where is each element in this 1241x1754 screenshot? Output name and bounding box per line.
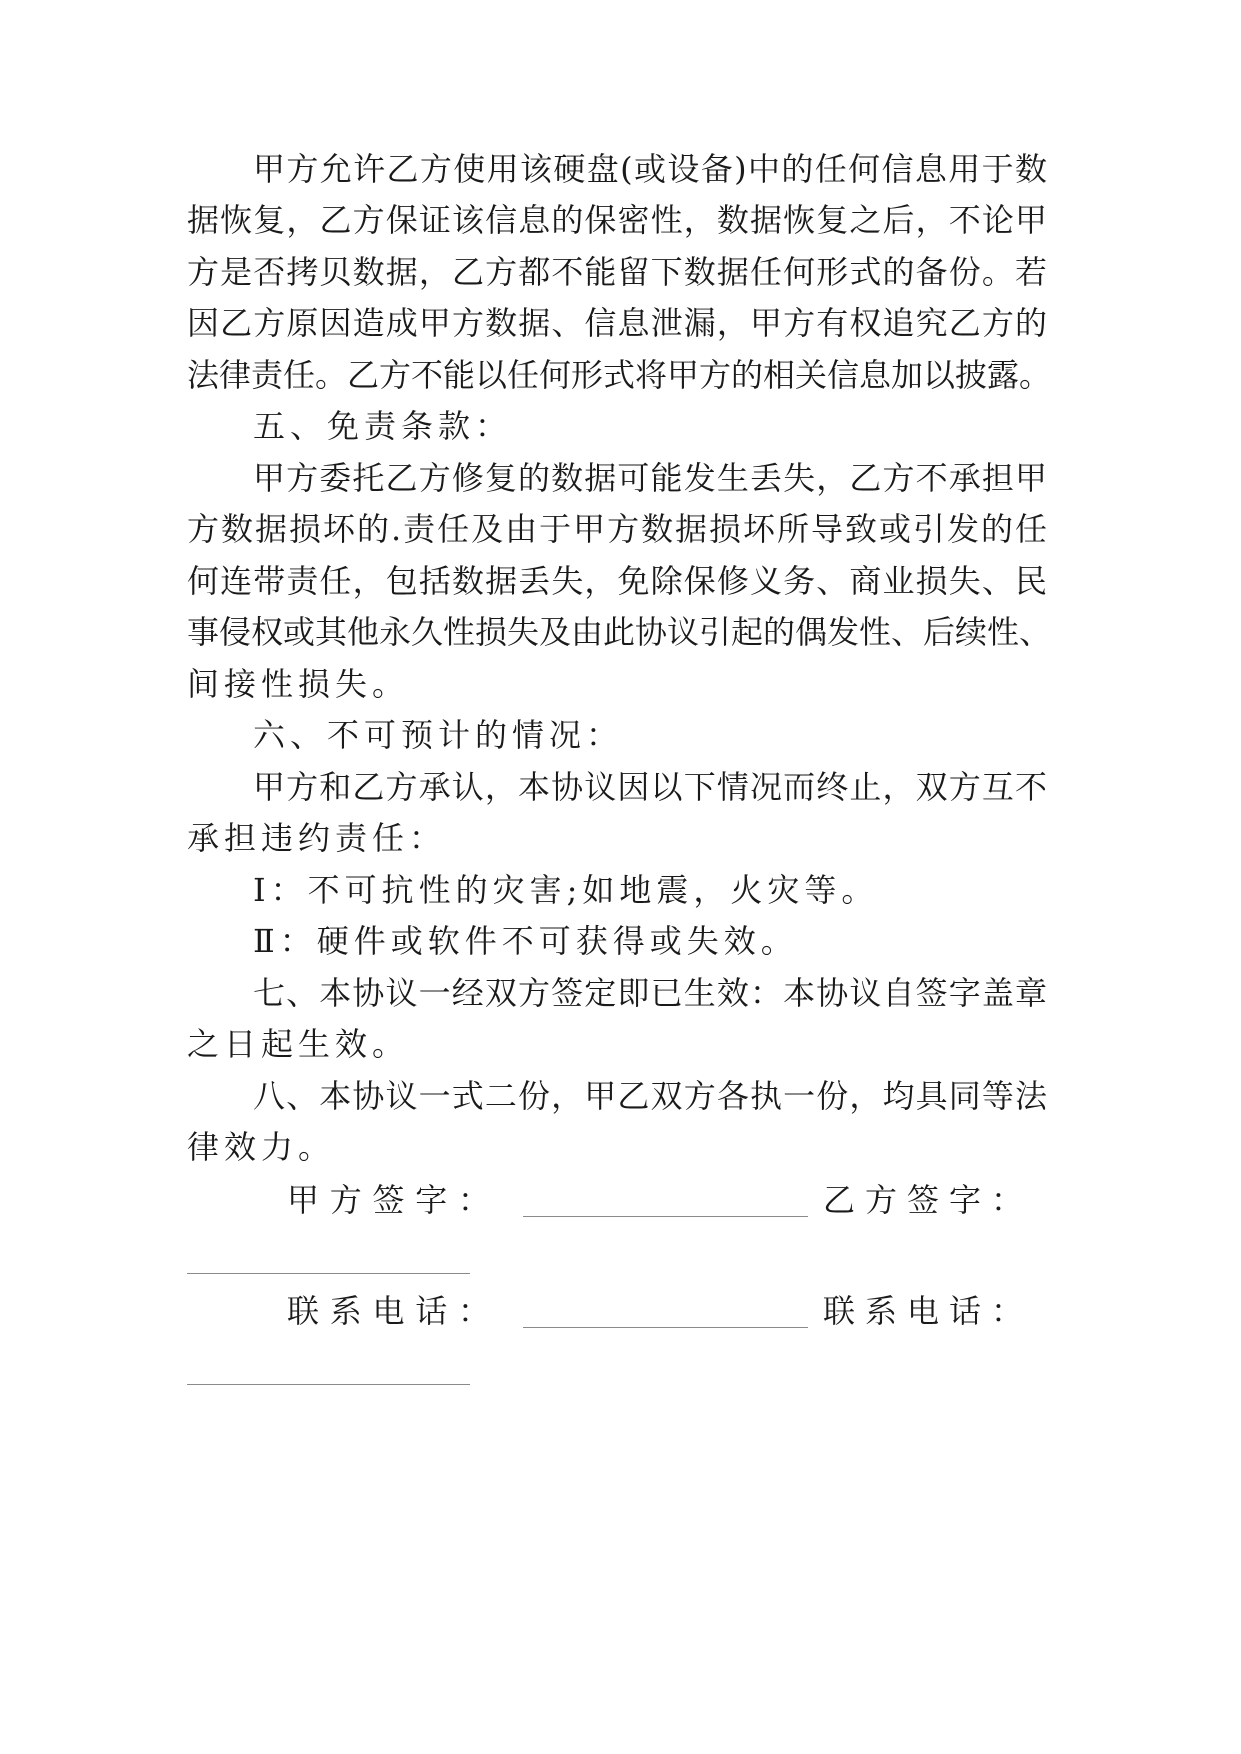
paragraph-line: 法律责任。乙方不能以任何形式将甲方的相关信息加以披露。 bbox=[187, 356, 1052, 394]
party-a-phone-line bbox=[523, 1327, 808, 1328]
party-a-phone-label: 联系电话： bbox=[287, 1292, 490, 1330]
paragraph-line: 间接性损失。 bbox=[187, 665, 410, 703]
party-b-signature-label: 乙方签字： bbox=[823, 1181, 1023, 1219]
paragraph-line: 八、本协议一式二份，甲乙双方各执一份，均具同等法 bbox=[253, 1077, 1047, 1115]
paragraph-line: 七、本协议一经双方签定即已生效：本协议自签字盖章 bbox=[253, 974, 1047, 1012]
paragraph-line: 甲方和乙方承认，本协议因以下情况而终止，双方互不 bbox=[253, 768, 1047, 806]
paragraph-line: 方数据损坏的.责任及由于甲方数据损坏所导致或引发的任 bbox=[187, 510, 1047, 548]
paragraph-line: 律效力。 bbox=[187, 1128, 336, 1166]
section-heading: 六、不可预计的情况： bbox=[253, 716, 624, 754]
party-a-signature-line bbox=[523, 1216, 808, 1217]
party-b-signature-line bbox=[187, 1273, 470, 1274]
paragraph-line: 据恢复，乙方保证该信息的保密性，数据恢复之后，不论甲 bbox=[187, 201, 1047, 239]
list-item: Ⅱ：硬件或软件不可获得或失效。 bbox=[253, 922, 798, 960]
paragraph-line: 承担违约责任： bbox=[187, 819, 447, 857]
party-b-phone-label: 联系电话： bbox=[823, 1292, 1023, 1330]
party-a-signature-label: 甲方签字： bbox=[287, 1181, 490, 1219]
section-heading: 五、免责条款： bbox=[253, 407, 513, 445]
paragraph-line: 甲方委托乙方修复的数据可能发生丢失，乙方不承担甲 bbox=[253, 459, 1047, 497]
paragraph-line: 甲方允许乙方使用该硬盘(或设备)中的任何信息用于数 bbox=[253, 150, 1047, 188]
paragraph-line: 方是否拷贝数据，乙方都不能留下数据任何形式的备份。若 bbox=[187, 253, 1047, 291]
paragraph-line: 何连带责任，包括数据丢失，免除保修义务、商业损失、民 bbox=[187, 562, 1047, 600]
paragraph-line: 因乙方原因造成甲方数据、信息泄漏，甲方有权追究乙方的 bbox=[187, 304, 1047, 342]
paragraph-line: 之日起生效。 bbox=[187, 1025, 410, 1063]
list-item: Ⅰ：不可抗性的灾害;如地震，火灾等。 bbox=[253, 871, 879, 909]
party-b-phone-line bbox=[187, 1384, 470, 1385]
paragraph-line: 事侵权或其他永久性损失及由此协议引起的偶发性、后续性、 bbox=[187, 613, 1052, 651]
